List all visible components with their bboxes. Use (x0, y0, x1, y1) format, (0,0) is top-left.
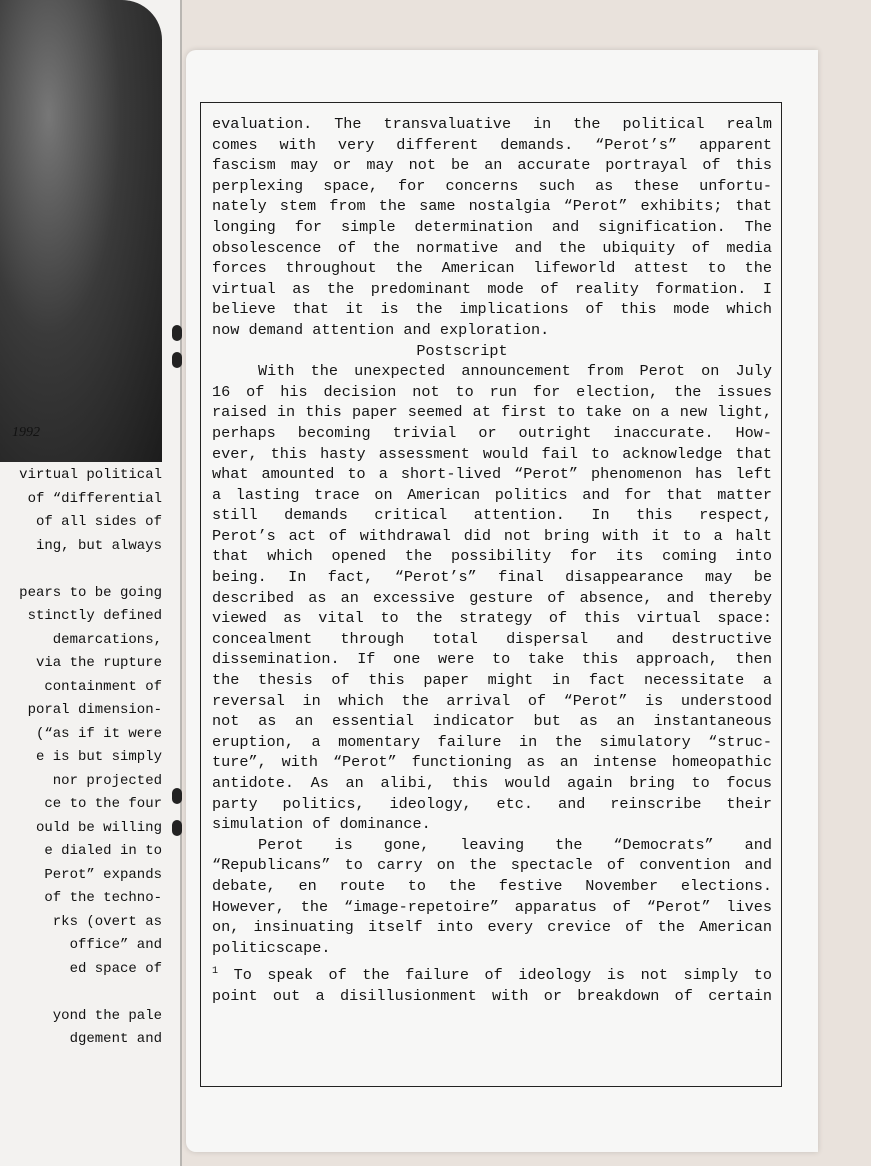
staple-hole (172, 820, 182, 836)
left-line: ed space of (69, 960, 162, 977)
text-line: a lasting trace on American politics and for that matter (212, 485, 772, 504)
footnote (212, 962, 772, 1006)
left-line: ing, but always (35, 537, 162, 554)
postscript-paragraph-2 (212, 835, 772, 959)
text-line: obsolescence of the normative and the ubiquity of media (212, 238, 772, 257)
left-line: virtual political (19, 467, 162, 483)
text-line: “Republicans” to carry on the spectacle of convention and (212, 856, 772, 875)
text-line: not as an essential indicator but as an instantaneous (212, 712, 772, 731)
left-line: demarcations, (52, 631, 162, 648)
text-line: on, insinuating itself into every crevice of the American (212, 918, 772, 937)
text-line: nately stem from the same nostalgia “Perot” exhibits; that (212, 197, 772, 216)
left-line: pears to be going (19, 584, 162, 601)
left-page (0, 0, 182, 1166)
text-line: ever, this hasty assessment would fail to acknowledge that (212, 444, 772, 463)
left-line: dgement and (69, 1031, 162, 1047)
text-line: ture”, with “Perot” functioning as an intense homeopathic (212, 753, 772, 772)
text-line: eruption, a momentary failure in the simulatory “struc- (212, 732, 772, 751)
staple-hole (172, 788, 182, 804)
text-line: politicscape. (212, 938, 331, 957)
left-line (0, 558, 162, 582)
left-line: e is but simply (35, 749, 162, 765)
text-line: dissemination. If one were to take this approach, then (212, 650, 772, 669)
left-line: of all sides of (35, 514, 162, 530)
text-line: being. In fact, “Perot’s” final disappearance may be (212, 568, 772, 587)
left-line: ould be willing (35, 819, 162, 836)
text-line: fascism may or may not be an accurate portrayal of this (212, 156, 772, 175)
text-line: Perot is gone, leaving the “Democrats” and (258, 835, 772, 854)
postscript-paragraph-1 (212, 361, 772, 835)
photo-caption: 1992 (12, 425, 40, 440)
text-line: longing for simple determination and signification. The (212, 217, 772, 236)
text-line: debate, en route to the festive November elections. (212, 876, 772, 895)
text-line: virtual as the predominant mode of reality formation. I (212, 279, 772, 298)
text-line: raised in this paper seemed at first to take on a new light, (212, 403, 772, 422)
text-line: believe that it is the implications of this mode which (212, 300, 772, 319)
footnote-marker: 1 (212, 966, 219, 978)
text-line: evaluation. The transvaluative in the political realm (212, 115, 772, 133)
text-line: simulation of dominance. (212, 815, 431, 834)
left-line: of the techno- (44, 890, 162, 906)
text-line: still demands critical attention. In this respect, (212, 506, 772, 525)
text-line: perplexing space, for concerns such as these unfortu- (212, 176, 772, 195)
footnote-line: point out a disillusionment with or breakdown of certain (212, 987, 772, 1005)
text-line: 16 of his decision not to run for election, the issues (212, 382, 772, 401)
left-line (0, 981, 162, 1005)
left-line: ce to the four (44, 796, 162, 812)
text-line: However, the “image-repetoire” apparatus of “Perot” lives (212, 897, 772, 916)
text-line: perhaps becoming trivial or outright inaccurate. How- (212, 423, 772, 442)
left-line: e dialed in to (44, 843, 162, 859)
left-line: via the rupture (35, 655, 162, 671)
left-line: yond the pale (52, 1007, 162, 1024)
staple-hole (172, 325, 182, 341)
text-line: the thesis of this paper might in fact necessitate a (212, 671, 772, 690)
text-line: With the unexpected announcement from Perot on July (258, 362, 772, 381)
left-line: rks (overt as (52, 913, 162, 930)
text-line: Perot’s act of withdrawal did not bring with it to a halt (212, 526, 772, 545)
left-line: nor projected (52, 772, 162, 789)
intro-paragraph (212, 114, 772, 341)
left-line: office” and (69, 937, 162, 953)
staple-hole (172, 352, 182, 368)
text-line: antidote. As an alibi, this would again bring to focus (212, 774, 772, 792)
text-line: what amounted to a short-lived “Perot” phenomenon has left (212, 465, 772, 484)
left-line: (“as if it were (35, 725, 162, 742)
text-line: that which opened the possibility for its coming into (212, 547, 772, 566)
left-line: Perot” expands (44, 866, 162, 883)
portrait-photo (0, 0, 162, 462)
left-line: poral dimension- (27, 702, 162, 718)
footnote-text: To speak of the failure of ideology is not simply to (233, 966, 772, 985)
left-line: of “differential (27, 490, 162, 507)
text-line: concealment through total dispersal and destructive (212, 629, 772, 648)
left-line: stinctly defined (27, 608, 162, 624)
left-line: containment of (44, 678, 162, 695)
page-body (212, 114, 772, 1007)
text-line: forces throughout the American lifeworld attest to the (212, 259, 772, 278)
left-page-text (0, 464, 162, 1052)
text-line: comes with very different demands. “Perot’s” apparent (212, 135, 772, 154)
text-line: party politics, ideology, etc. and reinscribe their (212, 794, 772, 813)
text-line: now demand attention and exploration. (212, 320, 550, 339)
text-line: viewed as vital to the strategy of this virtual space: (212, 609, 772, 628)
section-heading: Postscript (416, 341, 508, 360)
footnote-line (212, 962, 772, 986)
text-line: reversal in which the arrival of “Perot” is understood (212, 691, 772, 710)
text-line: described as an excessive gesture of absence, and thereby (212, 588, 772, 607)
